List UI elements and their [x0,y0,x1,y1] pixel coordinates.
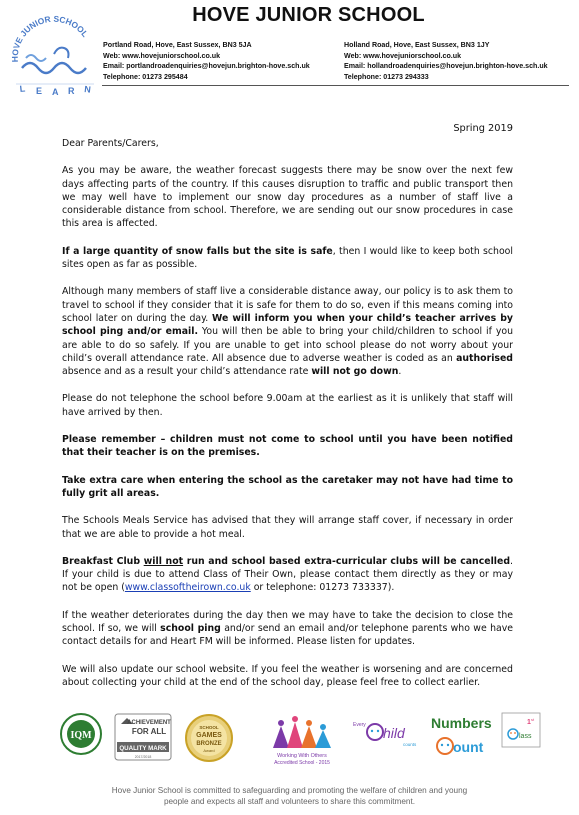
text: , then I would like to keep both school sites open as far as possible. [62,245,513,271]
every-child-small: Every [353,722,366,728]
first-class-num: 1 [527,719,531,726]
paragraph-site-open [62,245,513,272]
bold-text: authorised [456,352,513,364]
paragraph-remember: Please remember – children must not come to school until you have been notified that their teacher is on the premises. [62,434,513,459]
paragraph-closure [62,609,513,649]
right-site-address: Holland Road, Hove, East Sussex, BN3 1JY [344,41,490,49]
bold-text: We will inform you when your child’s teacher arrives by school ping and/or email. [62,312,513,338]
logo-letter: L [19,83,26,94]
paragraph-meals: The Schools Meals Service has advised that they will arrange staff cover, if necessary in order that we are able to provide a hot meal. [62,515,513,540]
logo-letter: N [83,84,92,95]
school-name-heading: HOVE JUNIOR SCHOOL [192,4,425,26]
logo-letter: A [52,87,59,97]
numbers-count-badge-icon [429,712,495,760]
first-class-badge-icon [501,712,541,748]
letter-date: Spring 2019 [453,123,513,134]
logo-wave-icon [22,63,86,73]
left-site-address-block [103,40,310,82]
achievement-bottom: QUALITY MARK [119,745,167,752]
header-divider [102,85,569,86]
text: . [398,366,402,378]
left-site-web: Web: www.hovejuniorschool.co.uk [103,51,221,60]
working-with-others-badge-icon [263,712,341,768]
wwo-line2: Accredited School - 2015 [274,760,330,766]
paragraph-staff-travel [62,285,513,378]
iqm-label: IQM [70,730,92,741]
logo-letter: E [36,86,43,96]
bold-underlined-text: will not [143,555,184,567]
text: If the weather deteriorates during the day then we may have to take the decision to close the school. If so, we will [62,609,513,635]
bold-text: school ping [160,623,221,635]
text: absence and as a result your child’s attendance rate [62,366,312,378]
right-site-telephone: Telephone: 01273 294333 [344,72,429,81]
text: Although many members of staff live a considerable distance away, our policy is to ask them to travel to school if they consider that it is safe for them to do so, even if this means coming into school later on during the day. [62,286,513,324]
logo-letter: R [68,86,75,96]
games-line4: Award [203,748,215,753]
achievement-year: 2017/2018 [134,755,152,759]
class-of-their-own-link[interactable]: www.classoftheirown.co.uk [124,582,251,594]
games-line2: GAMES [196,732,222,739]
footer-line: Hove Junior School is committed to safeguarding and promoting the welfare of children and young [111,786,468,795]
left-site-email: Email: portlandroadenquiries@hovejun.brighton-hove.sch.uk [103,62,310,71]
iqm-badge-icon [59,712,103,760]
every-child-counts-badge-icon [351,712,421,752]
achievement-for-all-badge-icon [113,712,173,762]
letter-greeting: Dear Parents/Carers, [62,138,159,149]
paragraph-no-telephone: Please do not telephone the school before 9.00am at the earliest as it is unlikely that staff will have arrived by then. [62,393,513,418]
footer-line: people and expects all staff and volunteers to share this commitment. [163,797,416,806]
wwo-line1: Working With Others [277,753,327,759]
letter-body [62,137,513,703]
text: . If your child is due to attend Class of Their Own, please contact them directly as they or may not be open ( [62,555,513,594]
school-games-bronze-badge-icon [183,712,235,764]
logo-arc-text: HOVE JUNIOR SCHOOL [9,13,91,63]
numbers-line1: Numbers [431,715,492,731]
accreditation-badges [55,712,539,772]
paragraph-website: We will also update our school website. If you feel the weather is worsening and are concerned about collecting your child at the end of the school day, please feel free to collect earlier. [62,663,513,688]
bold-text: If a large quantity of snow falls but the site is safe [62,245,333,257]
first-class-word: lass [519,733,532,740]
every-child-main: hild [383,725,405,741]
achievement-mid: FOR ALL [131,727,167,736]
paragraph-breakfast-club [62,555,513,595]
safeguarding-footer [40,785,539,807]
text: You will then be able to bring your child/children to school if you are able to do so safely. If you are unable to get into school please do not worry about your child’s overall attendance rate. All absence due to adverse weather is coded as an [62,326,513,364]
first-class-sup: st [531,717,535,722]
every-child-sub: counts [403,742,417,747]
bold-text: will not go down [311,366,399,378]
bold-text: Breakfast Club [62,555,144,567]
games-line1: SCHOOL [199,725,219,730]
left-site-telephone: Telephone: 01273 295484 [103,72,188,81]
paragraph-weather-forecast: As you may be aware, the weather forecast suggests there may be snow over the next few days affecting parts of the country. If this causes disruption to traffic and public transport then we may well have to implement our snow day procedures as a number of staff live a considerable distance from school. Therefore, we are sending out our snow procedures in case this area is affected. [62,165,513,230]
games-line3: BRONZE [196,741,222,747]
right-site-address-block [344,40,548,82]
paragraph-extra-care: Take extra care when entering the school as the caretaker may not have had time to fully grit all areas. [62,474,513,499]
text: and/or send an email and/or telephone parents who we have contact details for and Heart FM will be informed. Please listen for updates. [62,623,513,648]
right-site-email: Email: hollandroadenquiries@hovejun.brighton-hove.sch.uk [344,62,548,71]
bold-text: run and school based extra-curricular clubs will be cancelled [183,555,511,567]
text: or telephone: 01273 733337). [250,582,395,594]
numbers-line2: ount [453,739,484,755]
logo-wave-small-icon [26,55,46,61]
achievement-top: ACHIEVEMENT [127,720,171,726]
logo-wave-curl-icon [54,48,69,58]
left-site-address: Portland Road, Hove, East Sussex, BN3 5JA [103,41,252,49]
right-site-web: Web: www.hovejuniorschool.co.uk [344,51,462,60]
